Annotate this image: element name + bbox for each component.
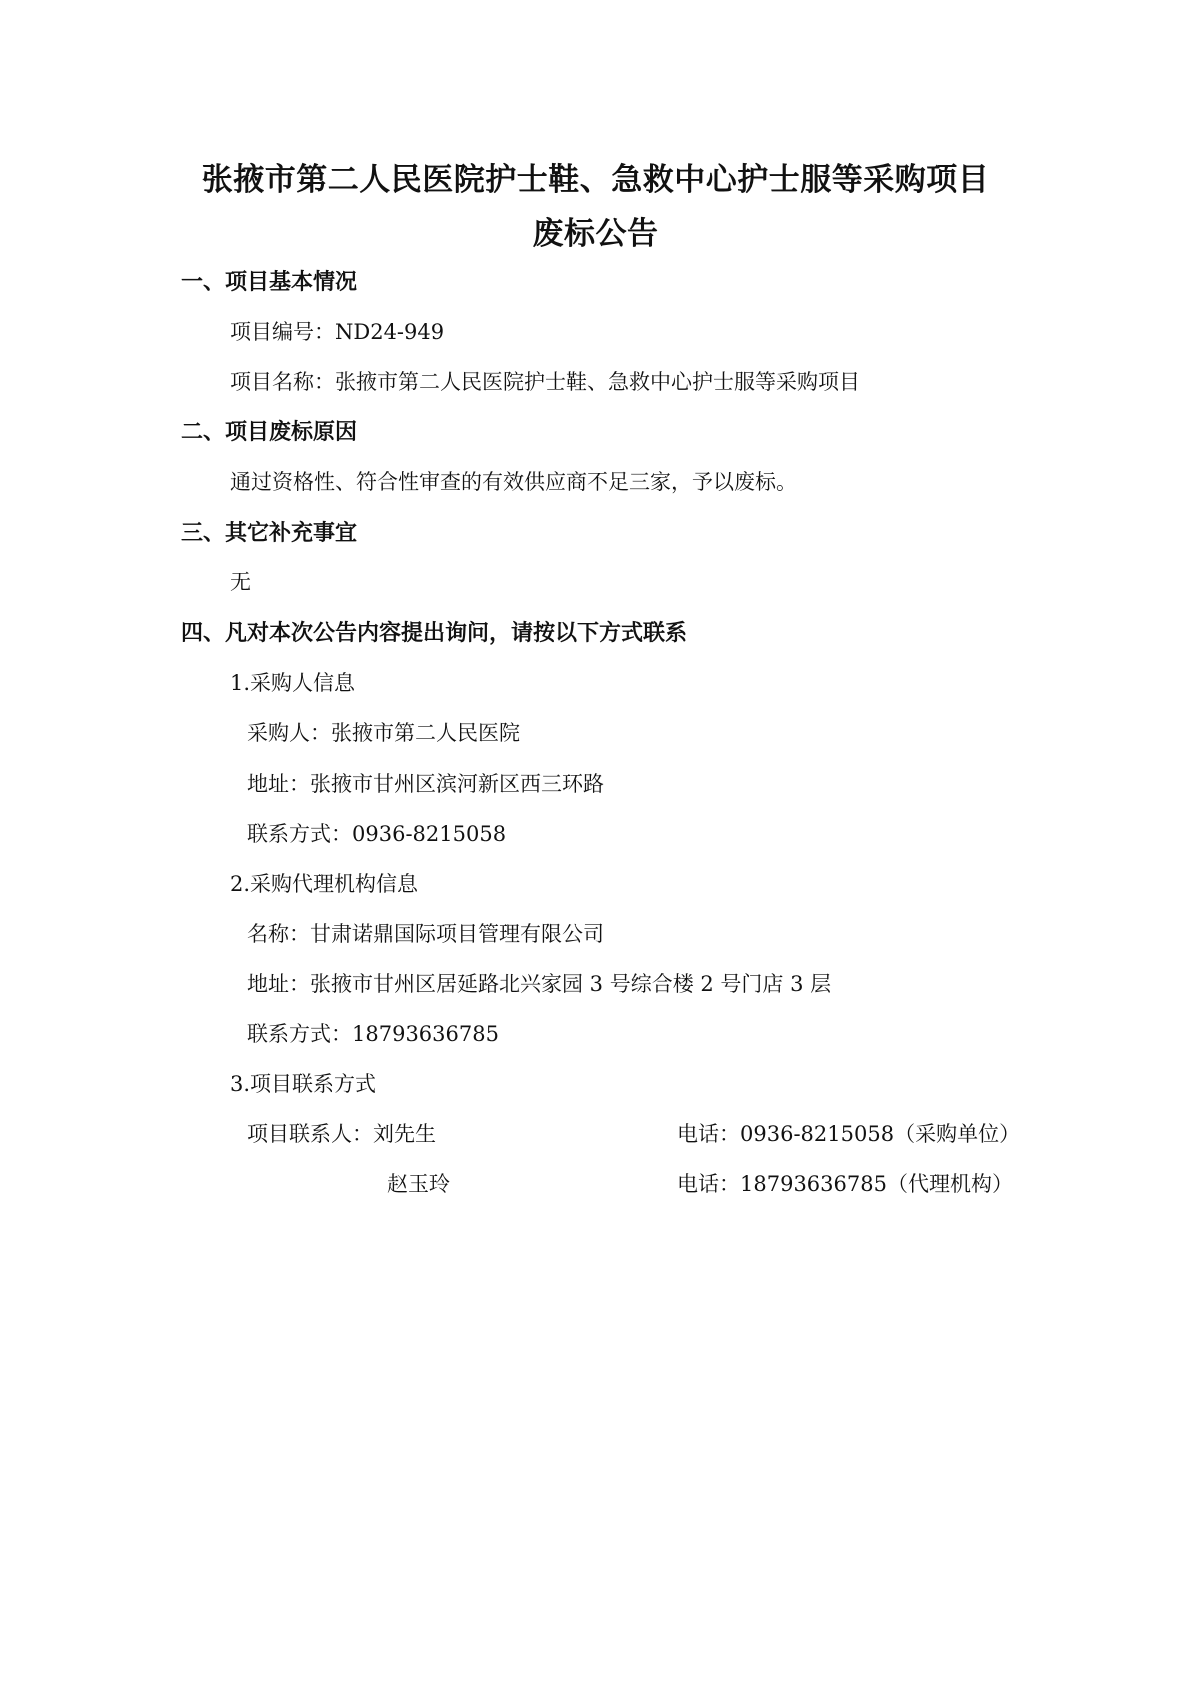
agency-name: 名称：甘肃诺鼎国际项目管理有限公司 [247,922,604,946]
project-contact-person-1: 项目联系人：刘先生 [247,1122,436,1146]
project-contact-person-2: 赵玉玲 [387,1172,450,1196]
agency-info-title: 2.采购代理机构信息 [230,872,419,896]
project-name: 项目名称：张掖市第二人民医院护士鞋、急救中心护士服等采购项目 [230,370,860,394]
section1-heading: 一、项目基本情况 [181,270,358,295]
project-contact-phone-2: 电话：18793636785（代理机构） [677,1172,1013,1196]
purchaser-name: 采购人：张掖市第二人民医院 [247,721,520,745]
section2-heading: 二、项目废标原因 [181,420,358,445]
project-number: 项目编号：ND24-949 [230,320,445,344]
agency-address: 地址：张掖市甘州区居延路北兴家园 3 号综合楼 2 号门店 3 层 [247,972,832,996]
section3-heading: 三、其它补充事宜 [181,521,358,546]
cancel-reason: 通过资格性、符合性审查的有效供应商不足三家，予以废标。 [230,470,797,494]
section4-heading: 四、凡对本次公告内容提出询问，请按以下方式联系 [181,621,688,646]
supplementary-content: 无 [230,570,251,594]
purchaser-info-title: 1.采购人信息 [230,671,356,695]
purchaser-contact: 联系方式：0936-8215058 [247,822,507,846]
notice-title-line1: 张掖市第二人民医院护士鞋、急救中心护士服等采购项目 [201,162,990,198]
project-contact-phone-1: 电话：0936-8215058（采购单位） [677,1122,1021,1146]
agency-contact: 联系方式：18793636785 [247,1022,499,1046]
project-contact-title: 3.项目联系方式 [230,1072,377,1096]
notice-title-line2: 废标公告 [532,216,659,252]
purchaser-address: 地址：张掖市甘州区滨河新区西三环路 [247,772,604,796]
